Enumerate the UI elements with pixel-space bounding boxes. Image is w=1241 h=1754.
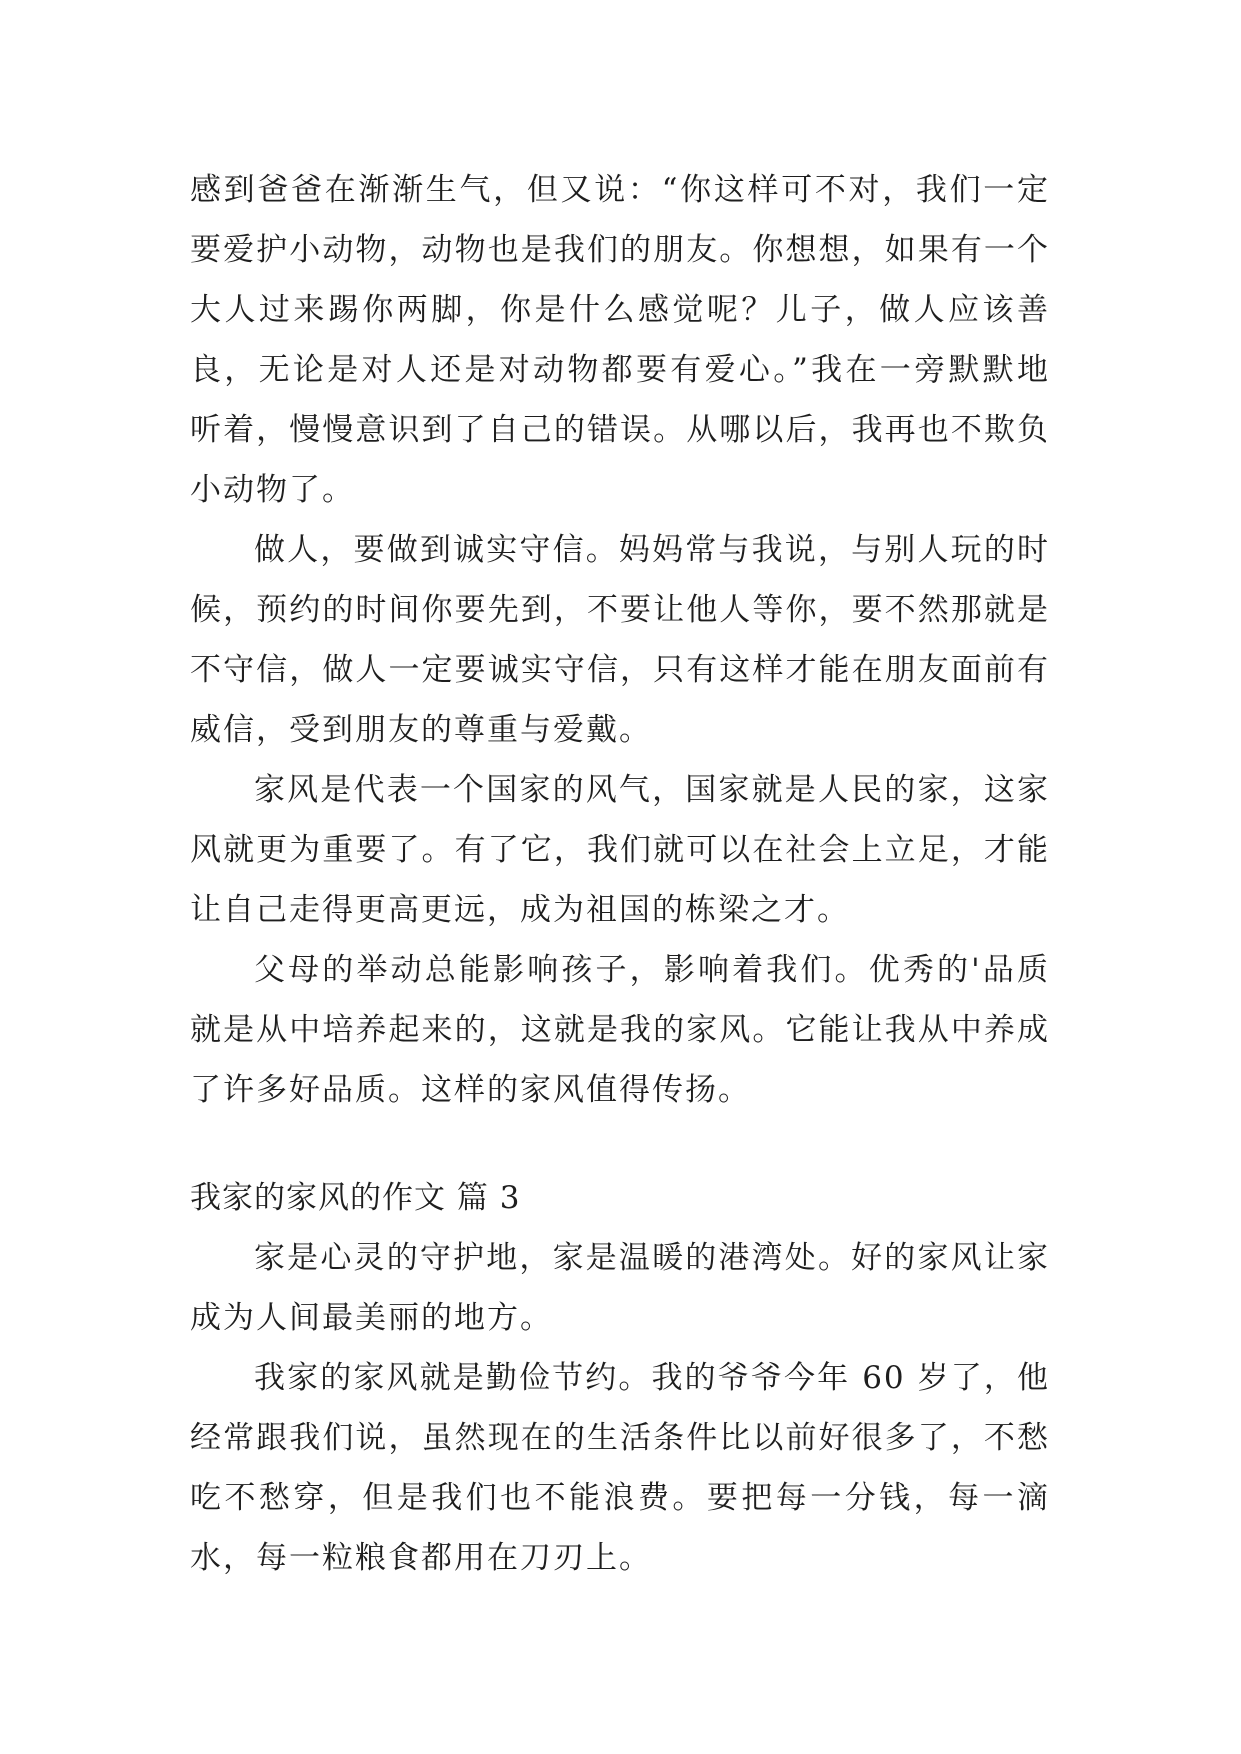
paragraph-1: 感到爸爸在渐渐生气，但又说：“你这样可不对，我们一定要爱护小动物，动物也是我们的朋友。你想想，如果有一个大人过来踢你两脚，你是什么感觉呢？儿子，做人应该善良，无论是对人还是对动物都要有爱心。”我在一旁默默地听着，慢慢意识到了自己的错误。从哪以后，我再也不欺负小动物了。 bbox=[190, 172, 1050, 508]
paragraph-2: 做人，要做到诚实守信。妈妈常与我说，与别人玩的时候，预约的时间你要先到，不要让他人等你，要不然那就是不守信，做人一定要诚实守信，只有这样才能在朋友面前有威信，受到朋友的尊重与爱戴。 bbox=[190, 532, 1050, 748]
paragraph-4: 父母的举动总能影响孩子，影响着我们。优秀的'品质就是从中培养起来的，这就是我的家风。它能让我从中养成了许多好品质。这样的家风值得传扬。 bbox=[190, 952, 1050, 1108]
document-body bbox=[190, 160, 1050, 1588]
section-title: 我家的家风的作文 篇 3 bbox=[190, 1180, 521, 1216]
paragraph-5: 家是心灵的守护地，家是温暖的港湾处。好的家风让家成为人间最美丽的地方。 bbox=[190, 1240, 1050, 1336]
paragraph-3: 家风是代表一个国家的风气，国家就是人民的家，这家风就更为重要了。有了它，我们就可以在社会上立足，才能让自己走得更高更远，成为祖国的栋梁之才。 bbox=[190, 772, 1050, 928]
paragraph-6: 我家的家风就是勤俭节约。我的爷爷今年 60 岁了，他经常跟我们说，虽然现在的生活条件比以前好很多了，不愁吃不愁穿，但是我们也不能浪费。要把每一分钱，每一滴水，每一粒粮食都用在刀刃上。 bbox=[190, 1360, 1050, 1576]
